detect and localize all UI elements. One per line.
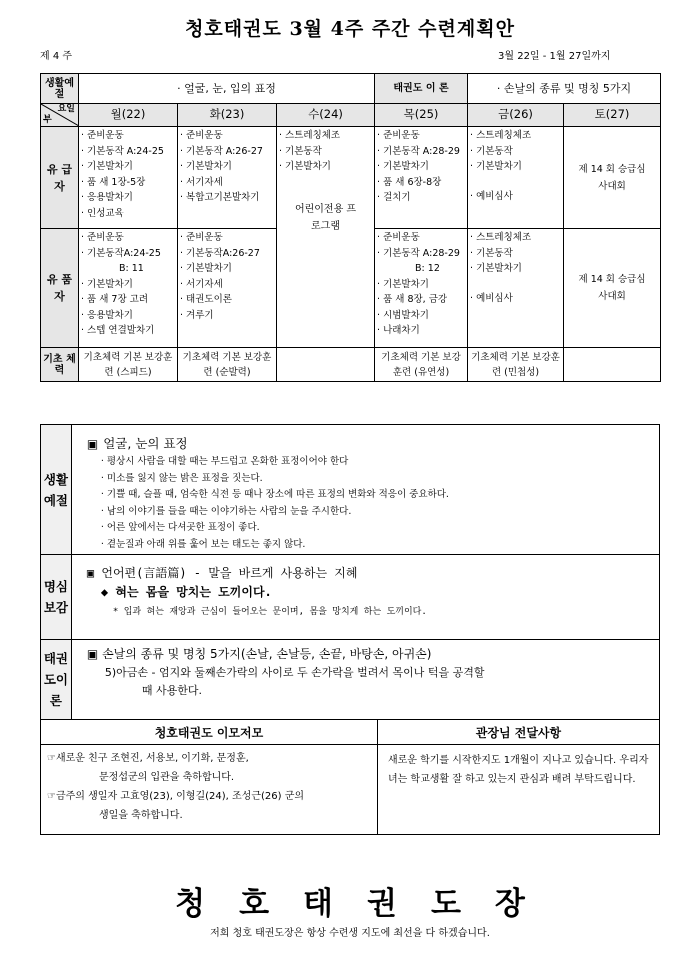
diamond-bullet-icon: ◆	[100, 585, 109, 599]
list-item: · 기본발차기	[81, 278, 133, 290]
list-item: · 예비심사	[470, 190, 513, 202]
list-item: · 기본동작 A:28-29	[377, 247, 460, 259]
list-item: · 기본발차기	[377, 161, 429, 172]
group1-fri	[468, 127, 564, 229]
list-item: · 기본동작A:24-25	[81, 247, 161, 259]
list-item: · 서기자세	[180, 176, 223, 188]
list-item: · 준비운동	[81, 232, 124, 243]
theory-desc-cont: 때 사용한다.	[141, 684, 203, 697]
list-item: · 복합고기본발차기	[180, 192, 260, 203]
list-item: · 응용발차기	[81, 192, 133, 203]
basic-mon: 기초체력 기본 보강훈련 (스피드)	[79, 348, 178, 382]
corner-day-label: 요일	[57, 104, 75, 114]
list-item: · 기본발차기	[279, 161, 331, 172]
group1-mon	[79, 127, 178, 229]
list-item: · 준비운동	[377, 232, 420, 243]
group2-sat: 제 14 회 승급심사대회	[564, 229, 661, 348]
group2-thu	[375, 229, 468, 348]
page-title: 청호태권도 3월 4주 주간 수련계획안	[185, 18, 515, 40]
day-fri: 금(26)	[468, 104, 564, 127]
list-item: · 남의 이야기를 들을 때는 이야기하는 사람의 눈을 주시한다.	[100, 505, 352, 517]
list-item: · 기쁠 때, 슬플 때, 엄숙한 식전 등 때나 장소에 따른 표정의 변화와 적응이 중요하다.	[100, 489, 449, 500]
list-item: · 품 새 1장-5장	[81, 176, 146, 188]
mind-side-label: 명심보감	[41, 555, 72, 640]
news-left	[41, 745, 378, 835]
news-header-row	[41, 720, 660, 745]
theory-content	[71, 640, 659, 720]
date-range: 3월 22일 - 1월 27일까지	[498, 51, 611, 62]
group1-tue	[178, 127, 277, 229]
news-row	[41, 745, 660, 835]
mind-heading: 언어편(言語篇) - 말을 바르게 사용하는 지혜	[101, 566, 358, 580]
list-item: · 응용발차기	[81, 309, 133, 321]
list-item: · 스트레칭체조	[470, 232, 532, 243]
day-mon: 월(22)	[79, 104, 178, 127]
life-etiquette-topic: · 얼굴, 눈, 입의 표정	[79, 74, 375, 104]
list-item: · 기본발차기	[81, 161, 133, 172]
list-item: · 곁눈질과 아래 위를 훑어 보는 태도는 좋지 않다.	[100, 538, 306, 550]
tkd-theory-topic: · 손날의 종류 및 명칭 5가지	[468, 74, 661, 104]
weekly-schedule-table	[40, 73, 661, 382]
list-item: · 나래차기	[377, 325, 420, 336]
theory-side-label: 태권도이론	[41, 640, 72, 720]
list-item: · 기본동작 A:26-27	[180, 145, 263, 157]
etiquette-row	[41, 425, 660, 555]
news-right-title: 관장님 전달사항	[377, 720, 659, 745]
list-item: · 기본발차기	[180, 161, 232, 172]
list-item: · 준비운동	[377, 130, 420, 141]
list-item: · 준비운동	[180, 130, 223, 141]
list-item: · 기본동작A:26-27	[180, 247, 260, 259]
mind-content	[71, 555, 659, 640]
group1-label: 유 급 자	[41, 127, 79, 229]
basic-thu: 기초체력 기본 보강훈련 (유연성)	[375, 348, 468, 382]
theory-desc: 5)아금손 - 엄지와 둘째손가락의 사이로 두 손가락을 벌려서 목이나 턱을 공격할	[104, 666, 485, 679]
day-tue: 화(23)	[178, 104, 277, 127]
square-bullet-icon: ▣	[86, 647, 99, 661]
day-thu: 목(25)	[375, 104, 468, 127]
list-item: · 기본동작	[470, 247, 513, 259]
news-line: 생일을 축하합니다.	[99, 810, 183, 821]
info-table	[40, 424, 660, 835]
news-line: ☞새로운 친구 조현진, 서용보, 이기화, 문정훈,	[47, 753, 249, 764]
list-item: · 미소를 잃지 않는 밝은 표정을 짓는다.	[100, 472, 263, 484]
list-item: · 서기자세	[180, 278, 223, 290]
basic-label: 기초 체력	[41, 348, 79, 382]
tkd-theory-label: 태권도 이 론	[375, 74, 468, 104]
day-header-row	[41, 104, 661, 127]
news-left-title: 청호태권도 이모저모	[41, 720, 378, 745]
news-right: 새로운 학기를 시작한지도 1개월이 지나고 있습니다. 우리자녀는 학교생활 잘 하고 있는지 관심과 배려 부탁드립니다.	[377, 745, 659, 835]
life-etiquette-label: 생활예절	[41, 74, 79, 104]
mind-note: * 입과 혀는 재앙과 근심이 들어오는 문이며, 몸을 망치게 하는 도끼이다.	[112, 607, 427, 617]
topic-row	[41, 74, 661, 104]
basic-fri: 기초체력 기본 보강훈련 (민첩성)	[468, 348, 564, 382]
list-item: · 겨루기	[180, 309, 214, 321]
corner-group-label: 부	[43, 115, 52, 125]
list-item: · 스텝 연결발차기	[81, 325, 155, 336]
mind-subheading: 혀는 몸을 망치는 도끼이다.	[115, 585, 272, 599]
basic-sat	[564, 348, 661, 382]
list-item: · 인성교육	[81, 207, 124, 219]
etiquette-heading: 얼굴, 눈의 표정	[103, 436, 188, 451]
theory-row	[41, 640, 660, 720]
group2-mon	[79, 229, 178, 348]
basic-tue: 기초체력 기본 보강훈련 (순발력)	[178, 348, 277, 382]
footer-slogan: 저희 청호 태권도장은 항상 수련생 지도에 최선을 다 하겠습니다.	[210, 928, 490, 939]
list-item: · 평상시 사람을 대할 때는 부드럽고 온화한 표정이어야 한다	[100, 456, 349, 467]
etiquette-content	[71, 425, 659, 555]
list-item: · 품 새 7장 고려	[81, 294, 149, 305]
group2-tue	[178, 229, 277, 348]
list-item: · 기본발차기	[377, 278, 429, 290]
footer-gym-name: 청호태권도장	[175, 886, 559, 922]
group2-fri	[468, 229, 564, 348]
mind-row	[41, 555, 660, 640]
list-item: · 기본발차기	[470, 161, 522, 172]
list-item: · 준비운동	[180, 232, 223, 243]
wed-cell	[277, 127, 375, 348]
news-line: 문정섭군의 입관을 축하합니다.	[99, 772, 235, 783]
day-group-corner	[41, 104, 79, 127]
group2-label: 유 품 자	[41, 229, 79, 348]
list-item: · 시범발차기	[377, 309, 429, 321]
list-item: · 기본동작 A:28-29	[377, 145, 460, 157]
group1-sat: 제 14 회 승급심사대회	[564, 127, 661, 229]
news-line: ☞금주의 생일자 고효영(23), 이형길(24), 조성근(26) 군의	[47, 791, 305, 802]
list-item: · 기본동작	[470, 145, 513, 157]
basic-row	[41, 348, 661, 382]
list-item: B: 11	[119, 263, 144, 274]
list-item: · 걸치기	[377, 192, 411, 203]
group1-thu	[375, 127, 468, 229]
list-item: · 스트레칭체조	[279, 130, 341, 141]
basic-wed	[277, 348, 375, 382]
day-sat: 토(27)	[564, 104, 661, 127]
day-wed: 수(24)	[277, 104, 375, 127]
list-item: · 준비운동	[81, 130, 124, 141]
list-item: · 기본동작	[279, 145, 322, 157]
list-item: · 기본발차기	[470, 263, 522, 274]
group1-row	[41, 127, 661, 229]
etiquette-side-label: 생활예절	[41, 425, 72, 555]
list-item: · 기본발차기	[180, 263, 232, 274]
list-item: · 예비심사	[470, 292, 513, 304]
list-item: · 품 새 8장, 금강	[377, 294, 448, 305]
list-item: · 스트레칭체조	[470, 130, 532, 141]
list-item: · 품 새 6장-8장	[377, 176, 442, 188]
list-item: · 기본동작 A:24-25	[81, 145, 164, 157]
list-item: B: 12	[415, 263, 440, 274]
wed-program: 어린이전용 프로그램	[294, 203, 357, 232]
theory-heading: 손날의 종류 및 명칭 5가지(손날, 손날등, 손끝, 바탕손, 아귀손)	[102, 647, 432, 661]
square-bullet-icon: ▣	[86, 437, 99, 451]
square-bullet-icon: ▣	[86, 566, 95, 580]
list-item: · 태권도이론	[180, 294, 232, 305]
list-item: · 어른 앞에서는 다셔곳한 표정이 좋다.	[100, 522, 260, 533]
week-label: 제 4 주	[40, 51, 73, 62]
